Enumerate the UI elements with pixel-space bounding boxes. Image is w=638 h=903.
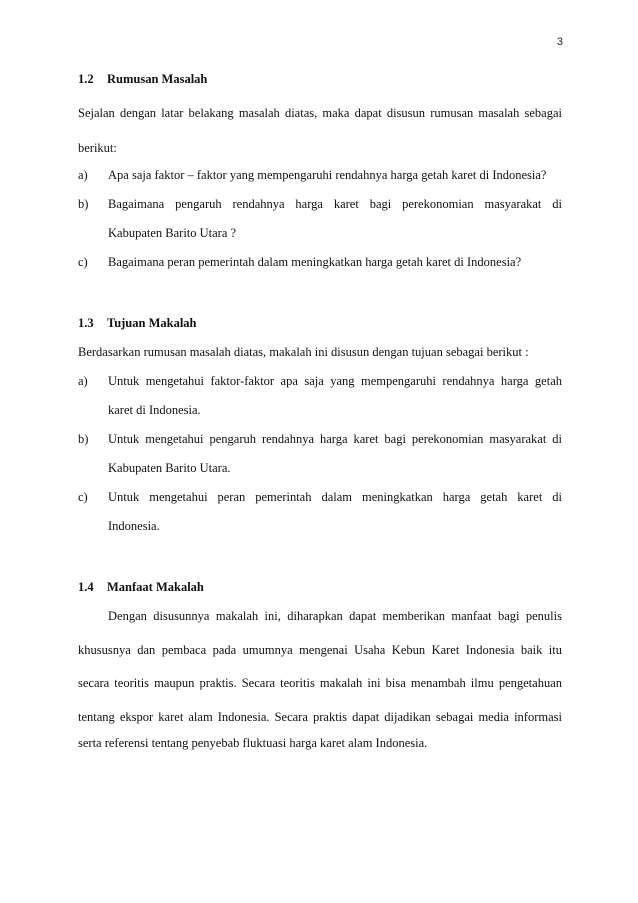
section-title: Tujuan Makalah xyxy=(107,316,197,330)
list-item-text: Untuk mengetahui peran pemerintah dalam meningkatkan harga getah karet di xyxy=(108,490,562,504)
list-item-text: Kabupaten Barito Utara ? xyxy=(108,226,237,240)
page-number: 3 xyxy=(556,36,563,48)
section-title: Manfaat Makalah xyxy=(107,580,204,594)
section-title: Rumusan Masalah xyxy=(107,72,208,86)
list-item-text: Kabupaten Barito Utara. xyxy=(108,461,231,475)
paragraph-line: berikut: xyxy=(78,141,117,155)
list-item-text: Bagaimana pengaruh rendahnya harga karet bagi perekonomian masyarakat di xyxy=(108,197,562,211)
section-number: 1.3 xyxy=(78,316,94,330)
list-item-label: c) xyxy=(78,255,88,269)
list-item-label: c) xyxy=(78,490,88,504)
list-item-text: Bagaimana peran pemerintah dalam meningkatkan harga getah karet di Indonesia? xyxy=(108,255,522,269)
section-heading-1-3 xyxy=(78,316,197,331)
paragraph-line: Berdasarkan rumusan masalah diatas, makalah ini disusun dengan tujuan sebagai berikut : xyxy=(78,345,529,359)
paragraph-line: Sejalan dengan latar belakang masalah diatas, maka dapat disusun rumusan masalah sebagai xyxy=(78,106,562,120)
section-heading-1-2 xyxy=(78,72,207,87)
list-item-text: Indonesia. xyxy=(108,519,160,533)
list-item-text: Apa saja faktor – faktor yang mempengaruhi rendahnya harga getah karet di Indonesia? xyxy=(108,168,547,182)
section-number: 1.4 xyxy=(78,580,94,594)
section-number: 1.2 xyxy=(78,72,94,86)
list-item-label: b) xyxy=(78,197,89,211)
list-item-label: a) xyxy=(78,168,88,182)
list-item-text: Untuk mengetahui pengaruh rendahnya harga karet bagi perekonomian masyarakat di xyxy=(108,432,562,446)
paragraph-line: Dengan disusunnya makalah ini, diharapkan dapat memberikan manfaat bagi penulis xyxy=(108,609,562,623)
list-item-label: a) xyxy=(78,374,88,388)
section-heading-1-4 xyxy=(78,580,204,595)
list-item-label: b) xyxy=(78,432,89,446)
list-item-text: Untuk mengetahui faktor-faktor apa saja yang mempengaruhi rendahnya harga getah xyxy=(108,374,562,388)
paragraph-line: serta referensi tentang penyebab fluktuasi harga karet alam Indonesia. xyxy=(78,736,428,750)
paragraph-line: tentang ekspor karet alam Indonesia. Secara praktis dapat dijadikan sebagai media informasi xyxy=(78,710,562,724)
list-item-text: karet di Indonesia. xyxy=(108,403,201,417)
paragraph-line: secara teoritis maupun praktis. Secara teoritis makalah ini bisa menambah ilmu pengetahuan xyxy=(78,676,562,690)
paragraph-line: khususnya dan pembaca pada umumnya mengenai Usaha Kebun Karet Indonesia baik itu xyxy=(78,643,562,657)
